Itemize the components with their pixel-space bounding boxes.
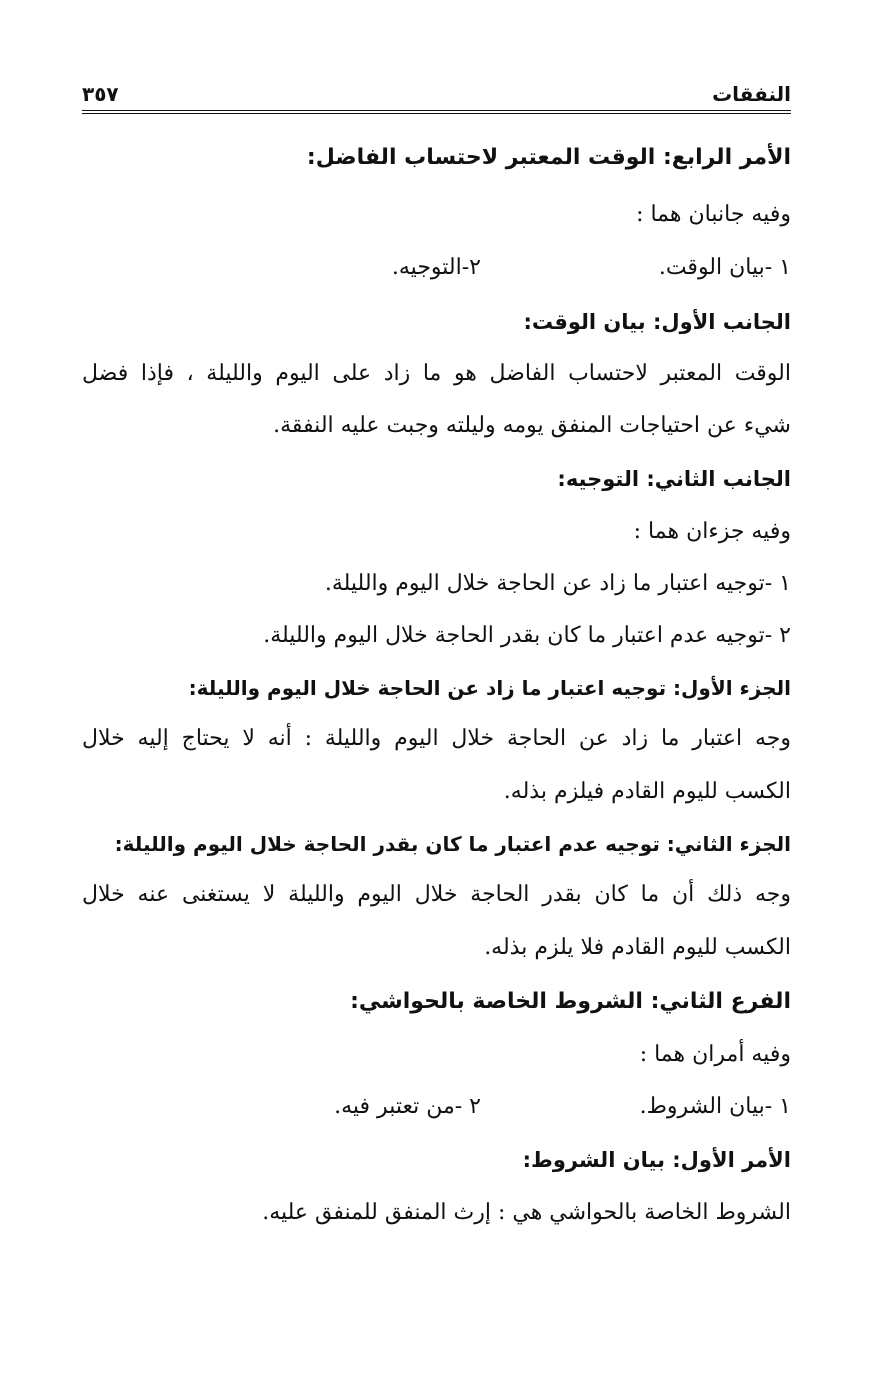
paragraph-line: وجه ذلك أن ما كان بقدر الحاجة خلال اليوم والليلة لا يستغنى عنه خلال [82,882,791,907]
heading-first-matter: الأمر الأول: بيان الشروط: [522,1148,791,1172]
heading-second-branch: الفرع الثاني: الشروط الخاصة بالحواشي: [350,989,791,1014]
two-matters-list [82,1087,791,1127]
paragraph-line: الوقت المعتبر لاحتساب الفاضل هو ما زاد على اليوم والليلة ، فإذا فضل [82,361,791,386]
heading-first-part: الجزء الأول: توجيه اعتبار ما زاد عن الحاجة خلال اليوم والليلة: [188,676,791,700]
list-item: ٢ -توجيه عدم اعتبار ما كان بقدر الحاجة خلال اليوم والليلة. [263,623,791,648]
list-item: ٢-التوجيه. [391,255,481,280]
page-number: ٣٥٧ [82,82,119,106]
paragraph-line: الكسب لليوم القادم فيلزم بذله. [503,779,791,804]
intro-two-matters: وفيه أمران هما : [639,1042,791,1067]
paragraph-line: الشروط الخاصة بالحواشي هي : إرث المنفق للمنفق عليه. [262,1200,791,1225]
intro-two-sides: وفيه جانبان هما : [636,202,791,227]
paragraph-line: وجه اعتبار ما زاد عن الحاجة خلال اليوم والليلة : أنه لا يحتاج إليه خلال [82,726,791,751]
heading-first-side: الجانب الأول: بيان الوقت: [523,310,791,334]
list-item: ١ -بيان الوقت. [658,255,791,280]
paragraph-line: الكسب لليوم القادم فلا يلزم بذله. [484,935,791,960]
paragraph-line: شيء عن احتياجات المنفق يومه وليلته وجبت عليه النفقة. [273,413,791,438]
intro-two-parts: وفيه جزءان هما : [633,519,791,544]
heading-second-side: الجانب الثاني: التوجيه: [557,467,791,491]
two-sides-list [82,248,791,288]
list-item: ٢ -من تعتبر فيه. [334,1094,481,1119]
list-item: ١ -بيان الشروط. [639,1094,791,1119]
heading-second-part: الجزء الثاني: توجيه عدم اعتبار ما كان بقدر الحاجة خلال اليوم والليلة: [114,832,791,856]
running-title: النفقات [712,82,791,106]
list-item: ١ -توجيه اعتبار ما زاد عن الحاجة خلال اليوم والليلة. [324,571,791,596]
heading-fourth-matter: الأمر الرابع: الوقت المعتبر لاحتساب الفاضل: [306,145,791,170]
page-header [82,66,791,114]
